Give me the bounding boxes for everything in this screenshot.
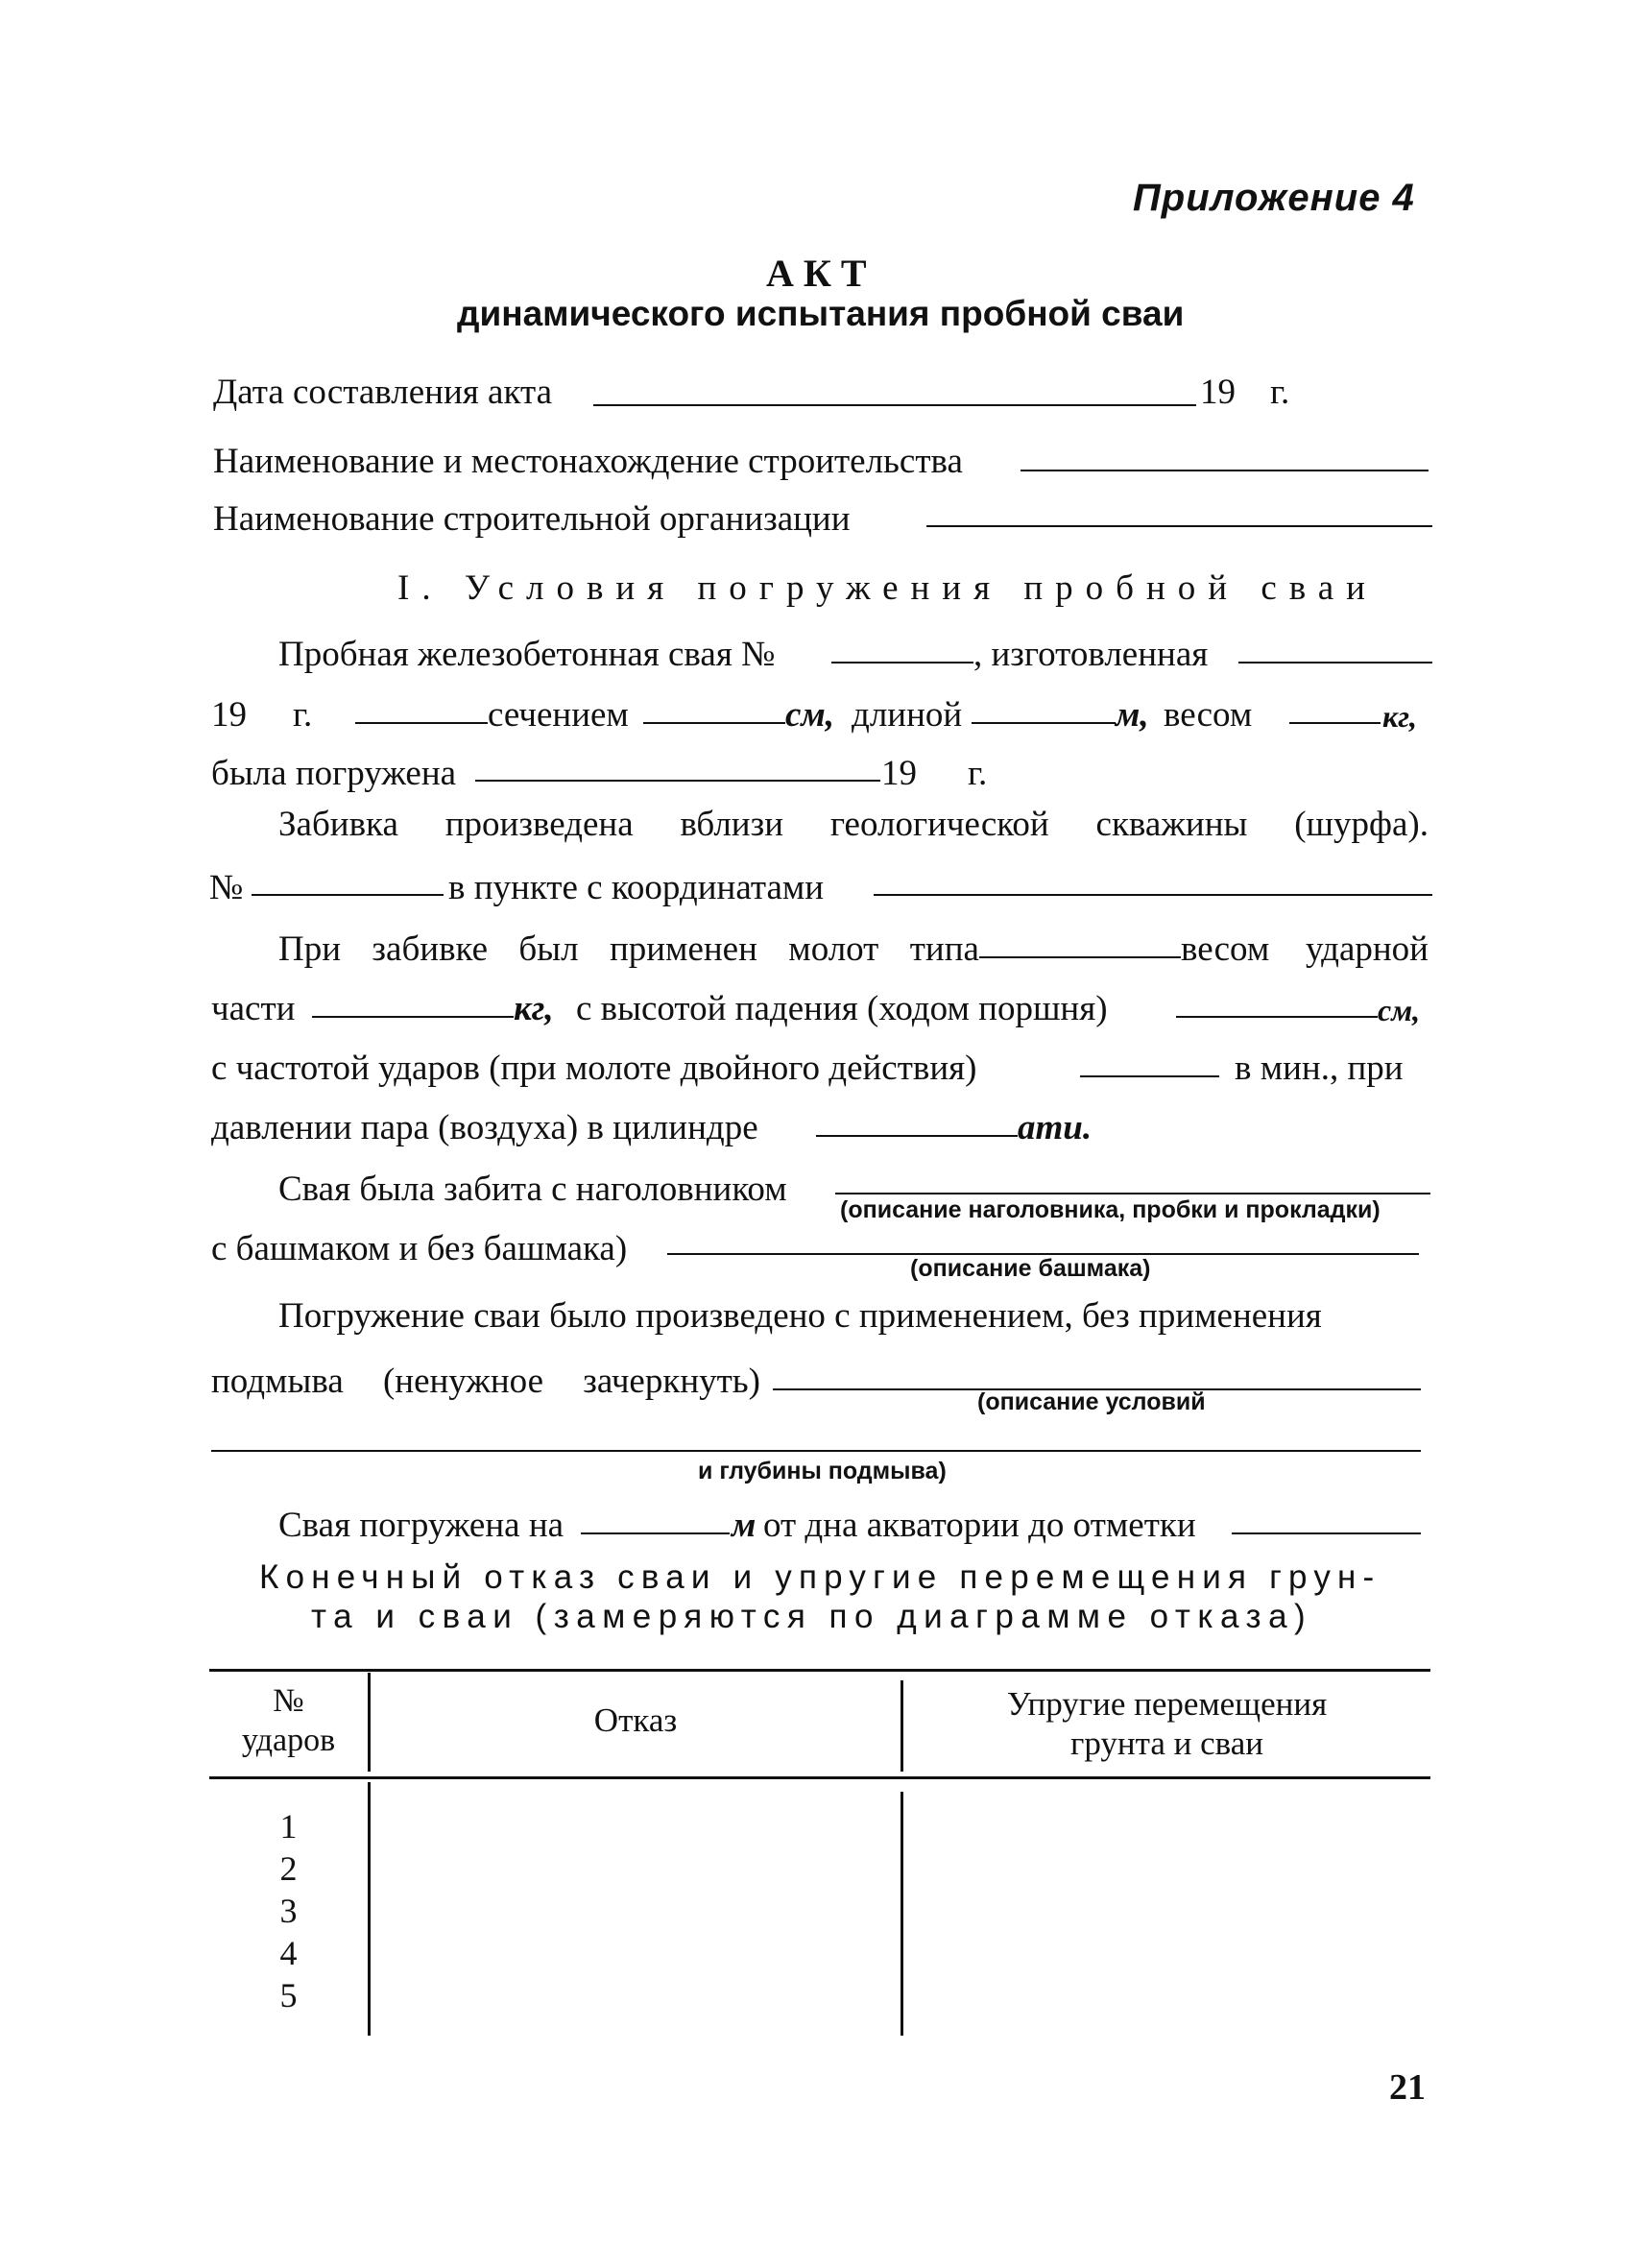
table-header-displacements-line1: Упругие перемещения xyxy=(1006,1685,1328,1723)
shoe-label: с башмаком и без башмака) xyxy=(211,1229,628,1268)
driven-year-prefix: 19 xyxy=(881,754,917,793)
section1-title: I. Условия погружения пробной сваи xyxy=(397,568,1378,608)
pile-number-label: Пробная железобетонная свая № xyxy=(278,635,776,674)
appendix-label: Приложение 4 xyxy=(1133,177,1415,219)
washing-line1: Погружение сваи было произведено с применением, без применения xyxy=(278,1296,1322,1336)
drop-height-line xyxy=(1176,1016,1378,1018)
date-line xyxy=(593,404,1196,406)
drop-height-unit: см, xyxy=(1378,993,1421,1027)
page-number: 21 xyxy=(1389,2067,1426,2108)
act-subtitle: динамического испытания пробной сваи xyxy=(457,294,1185,333)
table-header-displacements-line2: грунта и сваи xyxy=(1070,1725,1263,1763)
hammer-word-1: При xyxy=(278,929,342,969)
length-label: длиной xyxy=(852,695,963,735)
driving-word-2: произведена xyxy=(444,805,634,844)
per-minute-label: в мин., при xyxy=(1235,1049,1404,1088)
weight-label: весом xyxy=(1164,695,1253,735)
made-year-prefix: 19 xyxy=(211,695,247,735)
section-line xyxy=(643,722,785,724)
table-col-divider-1-body xyxy=(368,1782,371,2036)
driven-line xyxy=(475,780,880,782)
act-title: А К Т xyxy=(766,252,867,295)
driving-word-3: вблизи xyxy=(680,805,784,844)
washing-line2 xyxy=(211,1363,760,1399)
pressure-unit: ати. xyxy=(1018,1108,1093,1147)
pressure-line xyxy=(816,1135,1018,1137)
table-header-displacements xyxy=(903,1684,1430,1764)
coords-label: в пункте с координатами xyxy=(448,868,825,907)
washing-word-3: зачеркнуть) xyxy=(583,1362,760,1401)
hammer-line1 xyxy=(278,931,979,967)
section-label: сечением xyxy=(488,695,629,735)
washing-conditions-caption: (описание условий xyxy=(977,1388,1206,1415)
hammer-type-line xyxy=(979,956,1181,958)
table-row: 2 xyxy=(279,1849,298,1888)
sunk-rest-label: от дна акватории до отметки xyxy=(763,1506,1196,1545)
table-header-num xyxy=(209,1682,368,1761)
length-line xyxy=(972,722,1116,724)
table-header-num-label: ударов xyxy=(241,1722,336,1758)
weight-unit: кг, xyxy=(1382,699,1418,734)
borehole-number-line xyxy=(252,894,444,896)
coords-line xyxy=(874,894,1432,896)
sunk-label: Свая погружена на xyxy=(278,1506,564,1545)
hammer-weight-word-1: весом xyxy=(1181,929,1270,969)
driving-line1 xyxy=(278,807,1429,842)
hammer-word-2: забивке xyxy=(372,929,489,969)
table-header-num-sign: № xyxy=(273,1683,304,1719)
manufactured-label: , изготовленная xyxy=(973,635,1209,674)
driving-word-1: Забивка xyxy=(278,805,398,844)
weight-line xyxy=(1289,722,1381,724)
construction-line xyxy=(1021,470,1429,471)
organization-label: Наименование строительной организации xyxy=(213,499,851,539)
washing-word-2: (ненужное xyxy=(382,1362,544,1401)
driving-word-5: скважины xyxy=(1095,805,1248,844)
sunk-depth-unit: м xyxy=(732,1506,756,1545)
table-col-divider-2-body xyxy=(901,1792,903,2036)
date-year-prefix: 19 xyxy=(1200,373,1236,412)
borehole-number-label: № xyxy=(209,868,244,907)
shoe-caption: (описание башмака) xyxy=(910,1255,1151,1282)
frequency-line xyxy=(1080,1075,1219,1077)
made-year-line xyxy=(355,722,488,724)
hammer-word-5: молот xyxy=(788,929,879,969)
hammer-weight-words xyxy=(1181,931,1429,967)
organization-line xyxy=(926,525,1432,527)
hammer-weight-word-2: ударной xyxy=(1305,929,1429,969)
cap-line xyxy=(835,1193,1430,1194)
table-row: 4 xyxy=(279,1934,298,1972)
table-header-refusal: Отказ xyxy=(593,1701,678,1739)
hammer-word-4: применен xyxy=(609,929,757,969)
driven-label: была погружена xyxy=(211,754,457,793)
hammer-word-6: типа xyxy=(909,929,979,969)
table-title-line1: Конечный отказ сваи и упругие перемещения грун- xyxy=(259,1558,1381,1596)
driving-word-4: геологической xyxy=(829,805,1049,844)
cap-caption: (описание наголовника, пробки и прокладки) xyxy=(840,1196,1381,1223)
cap-label: Свая была забита с наголовником xyxy=(278,1170,787,1209)
part-label: части xyxy=(211,989,296,1028)
table-row: 3 xyxy=(279,1892,298,1930)
date-label: Дата составления акта xyxy=(213,373,552,412)
made-year-suffix: г. xyxy=(293,695,313,735)
table-row: 1 xyxy=(279,1807,298,1846)
table-row-numbers xyxy=(209,1805,368,2016)
length-unit: м, xyxy=(1116,695,1149,735)
drop-height-label: с высотой падения (ходом поршня) xyxy=(576,989,1108,1028)
table-title-line2: та и сваи (замеряются по диаграмме отказа) xyxy=(311,1598,1313,1635)
sunk-mark-line xyxy=(1232,1532,1421,1534)
frequency-label: с частотой ударов (при молоте двойного действия) xyxy=(211,1049,977,1088)
table-header-rule xyxy=(209,1776,1430,1779)
manufactured-line xyxy=(1238,662,1432,664)
washing-depth-caption: и глубины подмыва) xyxy=(698,1458,947,1484)
driven-year-suffix: г. xyxy=(968,754,988,793)
table-top-rule xyxy=(209,1669,1430,1672)
table-row: 5 xyxy=(279,1976,298,2015)
section-unit: см, xyxy=(785,695,835,735)
pile-number-line xyxy=(831,662,973,664)
part-weight-line xyxy=(312,1016,514,1018)
construction-label: Наименование и местонахождение строительства xyxy=(213,442,963,481)
driving-word-6: (шурфа). xyxy=(1294,805,1429,844)
sunk-depth-line xyxy=(581,1532,730,1534)
washing-depth-line xyxy=(211,1450,1421,1452)
washing-word-1: подмыва xyxy=(211,1362,344,1401)
date-year-suffix: г. xyxy=(1270,373,1290,412)
hammer-word-3: был xyxy=(518,929,579,969)
part-weight-unit: кг, xyxy=(514,989,554,1028)
pressure-label: давлении пара (воздуха) в цилиндре xyxy=(211,1108,758,1147)
